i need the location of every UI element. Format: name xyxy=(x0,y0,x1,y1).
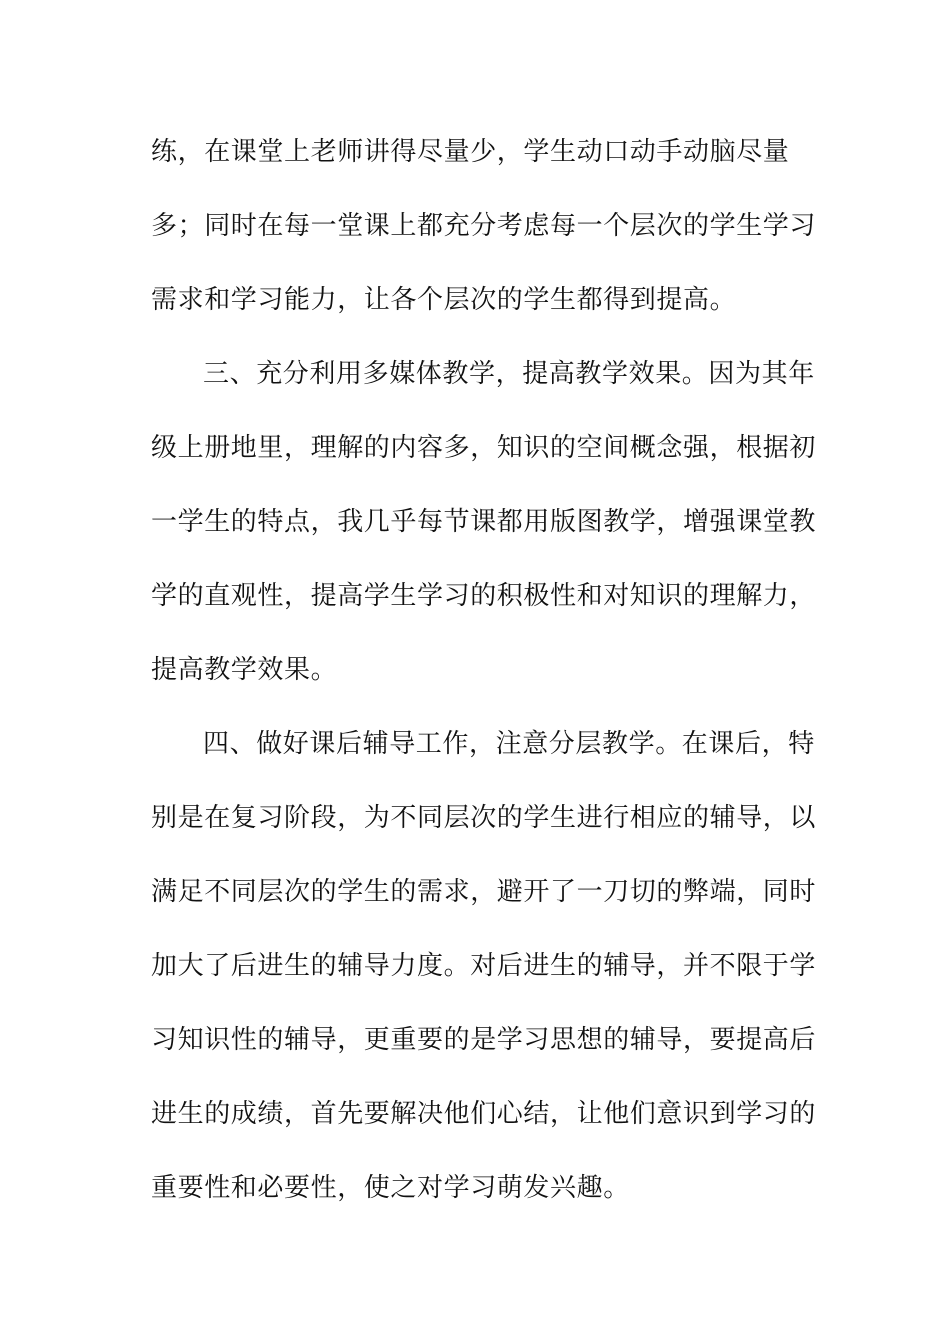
text-line-3: 需求和学习能力，让各个层次的学生都得到提高。 xyxy=(151,285,737,315)
text-line-1: 练，在课堂上老师讲得尽量少，学生动口动手动脑尽量 xyxy=(151,137,790,167)
paragraph-3-first-line: 三、充分利用多媒体教学，提高教学效果。因为其年 xyxy=(203,359,815,389)
text-line-14: 进生的成绩，首先要解决他们心结，让他们意识到学习的 xyxy=(151,1099,817,1129)
text-line-8: 提高教学效果。 xyxy=(151,655,338,685)
text-line-6: 一学生的特点，我几乎每节课都用版图教学，增强课堂教 xyxy=(151,507,817,537)
text-line-11: 满足不同层次的学生的需求，避开了一刀切的弊端，同时 xyxy=(151,877,817,907)
text-line-5: 级上册地里，理解的内容多，知识的空间概念强，根据初 xyxy=(151,433,817,463)
text-line-13: 习知识性的辅导，更重要的是学习思想的辅导，要提高后 xyxy=(151,1025,817,1055)
text-line-7: 学的直观性，提高学生学习的积极性和对知识的理解力， xyxy=(151,581,817,611)
text-line-10: 别是在复习阶段，为不同层次的学生进行相应的辅导，以 xyxy=(151,803,817,833)
text-line-15: 重要性和必要性，使之对学习萌发兴趣。 xyxy=(151,1173,630,1203)
text-line-2: 多；同时在每一堂课上都充分考虑每一个层次的学生学习 xyxy=(151,211,817,241)
paragraph-4-first-line: 四、做好课后辅导工作，注意分层教学。在课后，特 xyxy=(203,729,815,759)
text-line-12: 加大了后进生的辅导力度。对后进生的辅导，并不限于学 xyxy=(151,951,817,981)
